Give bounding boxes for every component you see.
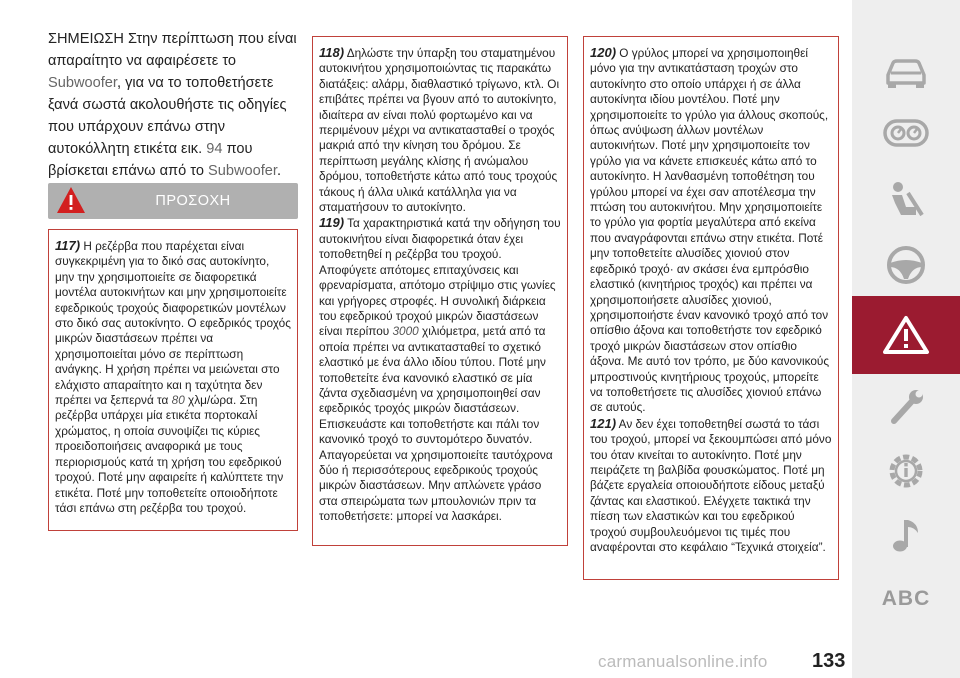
note-figure-ref: 94: [206, 141, 223, 157]
steering-wheel-icon: [882, 245, 930, 285]
sidebar-item-dashboard[interactable]: [852, 102, 960, 164]
sidebar-item-maintenance[interactable]: [852, 376, 960, 438]
sidebar-item-car[interactable]: [852, 40, 960, 102]
sidebar-item-multimedia[interactable]: [852, 504, 960, 566]
warning-title: ΠΡΟΣΟΧΗ: [155, 193, 231, 209]
item-number: 117): [55, 238, 81, 253]
warning-triangle-icon: [882, 315, 930, 355]
item-text-cont: χλμ/ώρα. Στη ρεζέρβα υπάρχει μία ετικέτα πορτοκαλί χρώματος, η οποία συνοψίζει τις κύριες προειδοποιήσεις αναφορικά με τους περιορισμούς κατά τη χρήση του εφεδρικού τροχού. Ποτέ μην αφαιρείτε ή καλύπτετε την ετικέτα. Ποτέ μην τοποθετείτε οποιοδήποτε τάσι επάνω στη ρεζέρβα του τροχού.: [55, 393, 284, 515]
item-text-cont: χιλιόμετρα, μετά από τα οποία πρέπει να αντικατασταθεί το σχετικό ελαστικό με ένα άλλο ιδίου τύπου. Ποτέ μην τοποθετείτε ένα κανονικό ελαστικό σε μία ζάντα σχεδιασμένη να χρησιμοποιηθεί σαν εφεδρικός τροχός μικρών διαστάσεων. Επισκευάστε και τοποθετήστε και πάλι τον κανονικό τροχό το συντομότερο δυνατόν. Απαγορεύεται να χρησιμοποιείτε ταυτόχρονα δύο ή περισσότερους εφεδρικούς τροχούς μικρών διαστάσεων. Μην απλώνετε γράσο στα σπειρώματα των μπουλονιών πριν τα τοποθετήσετε: μπορεί να λασκάρει.: [319, 324, 553, 524]
watermark: carmanualsonline.info: [598, 652, 768, 671]
note-text-4: .: [276, 163, 282, 179]
warning-item-121: [590, 416, 832, 556]
music-note-icon: [882, 515, 930, 555]
note-text-1: ΣΗΜΕΙΩΣΗ Στην περίπτωση που είναι απαραίτητο να αφαιρέσετε το: [48, 31, 297, 69]
sidebar-item-safety[interactable]: [852, 170, 960, 232]
item-text: Τα χαρακτηριστικά κατά την οδήγηση του αυτοκινήτου είναι διαφορετικά όταν έχει τοποθετηθεί η ρεζέρβα του τροχού. Αποφύγετε απότομες επιταχύνσεις και φρεναρίσματα, απότομο στρίψιμο στις γωνίες και γρήγορες στροφές. Η συνολική διάρκεια του εφεδρικού τροχού μικρών διαστάσεων είναι περίπου: [319, 216, 561, 339]
warning-header: [48, 183, 298, 219]
note-paragraph: [48, 28, 298, 182]
left-column: [48, 0, 298, 197]
wrench-icon: [882, 387, 930, 427]
item-number: 119): [319, 215, 345, 231]
sidebar-item-driving[interactable]: [852, 234, 960, 296]
warning-box-118-119: [312, 36, 568, 546]
page-number: 133: [812, 650, 846, 672]
note-term-subwoofer: Subwoofer: [48, 75, 117, 91]
item-number: 118): [319, 45, 345, 60]
chapter-sidebar: [852, 0, 960, 678]
dashboard-gauges-icon: [882, 113, 930, 153]
note-text-3: που βρίσκεται επάνω από το: [48, 141, 253, 179]
warning-item-118: [319, 45, 561, 215]
abc-index-label: ABC: [881, 587, 931, 610]
warning-triangle-icon: [56, 186, 86, 214]
item-text: Δηλώστε την ύπαρξη του σταματημένου αυτοκινήτου χρησιμοποιώντας τις παρακάτω διατάξεις: αλάρμ, διαθλαστικό τρίγωνο, κτλ. Οι επιβάτες πρέπει να βγουν από το αυτοκίνητο, ιδιαίτερα αν είναι πολύ φορτωμένο και να περιμένουν μέχρι να αντικατασταθεί ο τροχός μακριά από την κίνηση του δρόμου. Σε περίπτωση μεγάλης κλίσης ή ανώμαλου δρόμου, τοποθετήστε κάτω από τους τροχούς τάκους ή άλλα υλικά κατάλληλα για να σταματήσουν το αυτοκίνητο.: [319, 46, 560, 215]
warning-item-117: [55, 238, 291, 516]
warning-box-120-121: [583, 36, 839, 580]
item-text: Αν δεν έχει τοποθετηθεί σωστά το τάσι του τροχού, μπορεί να ξεκουμπώσει από μόνο του όταν κινείται το αυτοκίνητο. Ποτέ μην πειράζετε τη βαλβίδα φουσκώματος. Ποτέ μη βάζετε εργαλεία οποιουδήποτε είδους μεταξύ ζάντας και ελαστικού. Ελέγχετε τακτικά την πίεση των ελαστικών και του εφεδρικού τροχού συμβουλευόμενοι τις τιμές που αναφέρονται στο κεφάλαιο “Τεχνικά στοιχεία”.: [590, 416, 832, 554]
seated-person-seatbelt-icon: [882, 181, 930, 221]
item-number: 121): [590, 415, 617, 431]
warning-item-119: [319, 215, 561, 524]
warning-box-117: [48, 229, 298, 531]
note-text-2: , για να το τοποθετήσετε ξανά σωστά ακολουθήστε τις οδηγίες που υπάρχουν επάνω στην αυτοκόλλητη ετικέτα εικ.: [48, 75, 287, 157]
note-term-subwoofer-2: Subwoofer: [208, 163, 277, 179]
sidebar-item-index[interactable]: [852, 568, 960, 630]
item-text: Ο γρύλος μπορεί να χρησιμοποιηθεί μόνο για την αντικατάσταση τροχών στο αυτοκίνητο στο οποίο υπάρχει ή σε άλλα αυτοκίνητα ιδίου μοντέλου. Ποτέ μην χρησιμοποιείτε το γρύλο για άλλους σκοπούς, όπως ανύψωση άλλων μοντέλων αυτοκινήτων. Ποτέ μην χρησιμοποιείτε τον γρύλο για να κάνετε επισκευές κάτω από το αυτοκίνητο. Η λανθασμένη τοποθέτηση του γρύλου μπορεί να έχει σαν αποτέλεσμα την πτώση του αυτοκινήτου. Μην χρησιμοποιείτε το γρύλο για φορτία μεγαλύτερα από εκείνα που αναγράφονται επάνω στην ετικέτα. Ποτέ μην τοποθετείτε αλυσίδες χιονιού στον εφεδρικό τροχό· αν σκάσει ένα εμπρόσθιο ελαστικό (κινητήριος τροχός) και πρέπει να χρησιμοποιήσετε αλυσίδες χιονιού, χρησιμοποιήστε έναν κανονικό τροχό από τον οπίσθιο άξονα και τοποθετήστε τον εφεδρικό τροχό μικρών διαστάσεων στον οπίσθιο άξονα. Με αυτό τον τρόπο, με δύο κανονικούς μπροστινούς κινητήριους τροχούς, μπορείτε να τοποθετήσετε τις αλυσίδες χιονιού επάνω σε αυτούς.: [590, 46, 830, 415]
distance-value: 3000: [392, 324, 419, 339]
sidebar-item-technical-data[interactable]: [852, 440, 960, 502]
sidebar-item-emergency[interactable]: [852, 296, 960, 374]
item-text: Η ρεζέρβα που παρέχεται είναι συγκεκριμένη για το δικό σας αυτοκίνητο, μην την χρησιμοποιείτε σε διαφορετικά μοντέλα αυτοκινήτων και μην χρησιμοποιείτε εφεδρικούς τροχούς διαφορετικών μοντέλων στο δικό σας αυτοκίνητο. Ο εφεδρικός τροχός μικρών διαστάσεων πρέπει να χρησιμοποιείται μόνο σε περίπτωση ανάγκης. Η χρήση πρέπει να μειώνεται στο ελάχιστο απαραίτητο και η ταχύτητα δεν πρέπει να ξεπερνά τα: [55, 239, 291, 408]
speed-value: 80: [171, 393, 185, 408]
item-number: 120): [590, 45, 617, 60]
warning-item-120: [590, 45, 832, 416]
gear-info-icon: [882, 451, 930, 491]
car-icon: [882, 51, 930, 91]
